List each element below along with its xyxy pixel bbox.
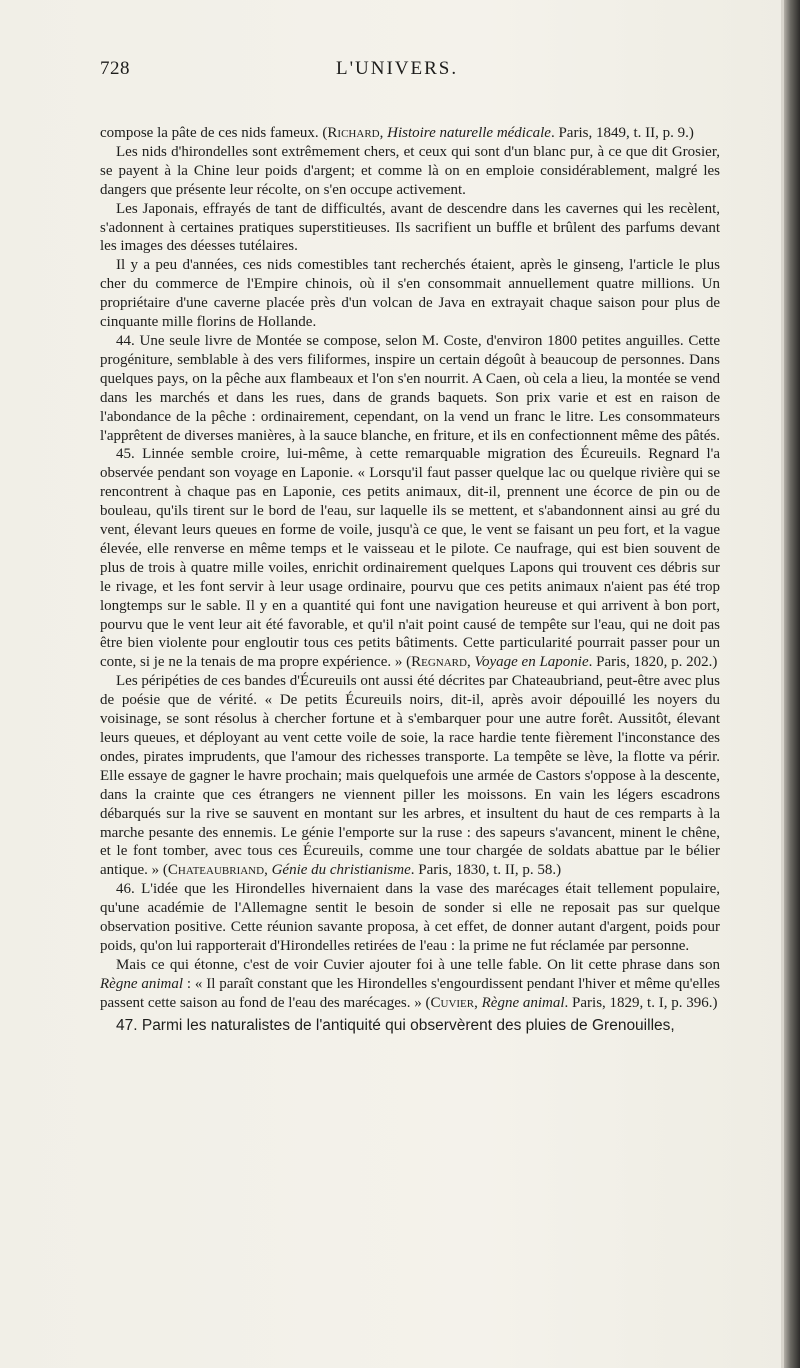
text-run: Les nids d'hirondelles sont extrêmement chers, et ceux qui sont d'un blanc pur, à ce que dit Grosier, se payent à la Chine leur poids d'argent; et comme là on en emploie considérablement, malgré les dangers que présente leur récolte, on s'en occupe activement. — [100, 143, 720, 198]
text-run: 44. Une seule livre de Montée se compose, selon M. Coste, d'environ 1800 petites anguilles. Cette progéniture, semblable à des vers filiformes, inspire un certain dégoût à beaucoup de personnes. Dans quelques pays, on la pêche aux flambeaux et l'on s'en nourrit. A Caen, où cela a lieu, la montée se vend dans les marchés et dans les rues, dans de grands baquets. Son prix varie et est en raison de l'abondance de la pêche : ordinairement, cependant, on la vend un franc le litre. Les consommateurs l'apprêtent de diverses manières, à la sauce blanche, en friture, et ils en confectionnent même des pâtés. — [100, 332, 720, 444]
body-text — [100, 124, 720, 1036]
text-run: compose la pâte de ces nids fameux. ( — [100, 125, 328, 141]
author-name: Cuvier — [430, 994, 475, 1011]
text-run: Les péripéties de ces bandes d'Écureuils ont aussi été décrites par Chateaubriand, peut-être avec plus de poésie que de vérité. « De petits Écureuils noirs, dit-il, après avoir dépouillé les noyers du voisinage, se sont résolus à chercher fortune et à s'embarquer pour une autre forêt. Aussitôt, élevant leurs queues, et déployant au vent cette voile de soie, la race hardie tente fièrement l'inconstance des ondes, pirates imprudents, que l'amour des richesses transporte. La tempête se lève, la flotte va périr. Elle essaye de gagner le havre prochain; mais quelquefois une armée de Castors s'oppose à la descente, dans la crainte que ces étrangers ne viennent piller les moissons. En vain les légers escadrons débarqués sur la rive se sauvent en montant sur les arbres, et insultent du haut de ces remparts à la marche pesante des ennemis. Le génie l'emporte sur la ruse : des sapeurs s'avancent, minent le chêne, et le font tomber, avec tous ces Écureuils, comme une tour chargée de soldats abattue par le bélier antique. » ( — [100, 673, 720, 879]
text-run: 47. Parmi les naturalistes de l'antiquité qui observèrent des pluies de Grenouilles, — [116, 1016, 675, 1034]
text-run: , — [474, 994, 482, 1011]
paragraph — [100, 200, 720, 257]
paragraph — [100, 143, 720, 200]
text-run: Les Japonais, effrayés de tant de difficultés, avant de descendre dans les cavernes qui les recèlent, s'adonnent à certaines pratiques superstitieuses. Ils sacrifient un buffle et brûlent des parfums devant les images des déesses tutélaires. — [100, 200, 720, 255]
text-run: : « Il paraît constant que les Hirondelles s'engourdissent pendant l'hiver et même qu'elles passent cette saison au fond de l'eau des marécages. » ( — [100, 975, 720, 1011]
italic-title: Règne animal — [100, 975, 184, 992]
text-run: 46. L'idée que les Hirondelles hivernaient dans la vase des marécages était tellement populaire, qu'une académie de l'Allemagne sentit le besoin de sonder si elle ne reposait pas sur quelque observation positive. Cette réunion savante proposa, à cet effet, de donner autant d'argent, poids pour poids, qu'on lui rapporterait d'Hirondelles retirées de l'eau : la prime ne fut réclamée par personne. — [100, 881, 720, 954]
text-run: 45. Linnée semble croire, lui-même, à cette remarquable migration des Écureuils. Regnard l'a observée pendant son voyage en Laponie. « Lorsqu'il faut passer quelque lac ou quelque rivière qui se rencontrent à chaque pas en Laponie, ces petits animaux, dit-il, prennent une écorce de pin ou de bouleau, qu'ils tirent sur le bord de l'eau, sur laquelle ils se mettent, et s'abandonnent ainsi au gré du vent, élevant leurs queues en forme de voile, jusqu'à ce que, le vent se faisant un peu fort, et la vague élevée, elle renverse en même temps et le vaisseau et le pilote. Ce naufrage, qui est bien souvent de plus de trois à quatre mille voiles, enrichit ordinairement quelques Lapons qui trouvent ces débris sur le rivage, et les font servir à leur usage ordinaire, pourvu que ces petits animaux n'aient pas été trop longtemps sur le sable. Il y en a quantité qui font une navigation heureuse et qui arrivent à bon port, pourvu que le vent leur ait été favorable, et qu'il n'ait point causé de tempête sur l'eau, qui ne doit pas être bien violente pour engloutir tous ces petits bâtiments. Cette particularité pourrait passer pour un conte, si je ne la tenais de ma propre expérience. » ( — [100, 446, 720, 671]
italic-title: Règne animal — [481, 994, 565, 1011]
page-header — [100, 58, 720, 84]
paragraph — [100, 1017, 720, 1036]
paragraph — [100, 332, 720, 445]
running-title: L'UNIVERS. — [336, 58, 459, 79]
italic-title: Voyage en Laponie — [474, 654, 589, 671]
page-number: 728 — [100, 58, 130, 79]
paragraph — [100, 880, 720, 956]
paragraph — [100, 124, 720, 143]
book-spine-edge — [784, 0, 800, 1368]
author-name: Chateaubriand — [167, 862, 265, 879]
text-run: . Paris, 1849, t. II, p. 9.) — [550, 125, 694, 141]
paragraph — [100, 672, 720, 880]
text-run: . Paris, 1829, t. I, p. 396.) — [564, 994, 718, 1011]
text-run: . Paris, 1830, t. II, p. 58.) — [410, 862, 562, 879]
author-name: Regnard — [411, 654, 467, 671]
italic-title: Histoire naturelle médicale — [387, 125, 551, 141]
paragraph — [100, 256, 720, 332]
paragraph — [100, 445, 720, 672]
text-run: , — [466, 654, 475, 671]
text-run: . Paris, 1820, p. 202.) — [588, 654, 718, 671]
text-run: Il y a peu d'années, ces nids comestibles tant recherchés étaient, après le ginseng, l'article le plus cher du commerce de l'Empire chinois, où il s'en consommait annuellement quatre millions. Un propriétaire d'une caverne placée près d'un volcan de Java en extrayait chaque saison pour plus de cinquante mille florins de Hollande. — [100, 257, 720, 331]
italic-title: Génie du christianisme — [271, 862, 411, 879]
text-run: , — [264, 862, 272, 879]
paragraph — [100, 956, 720, 1013]
author-name: Richard — [327, 125, 380, 141]
text-run: Mais ce qui étonne, c'est de voir Cuvier ajouter foi à une telle fable. On lit cette phrase dans son — [116, 956, 720, 973]
text-run: , — [379, 125, 388, 141]
